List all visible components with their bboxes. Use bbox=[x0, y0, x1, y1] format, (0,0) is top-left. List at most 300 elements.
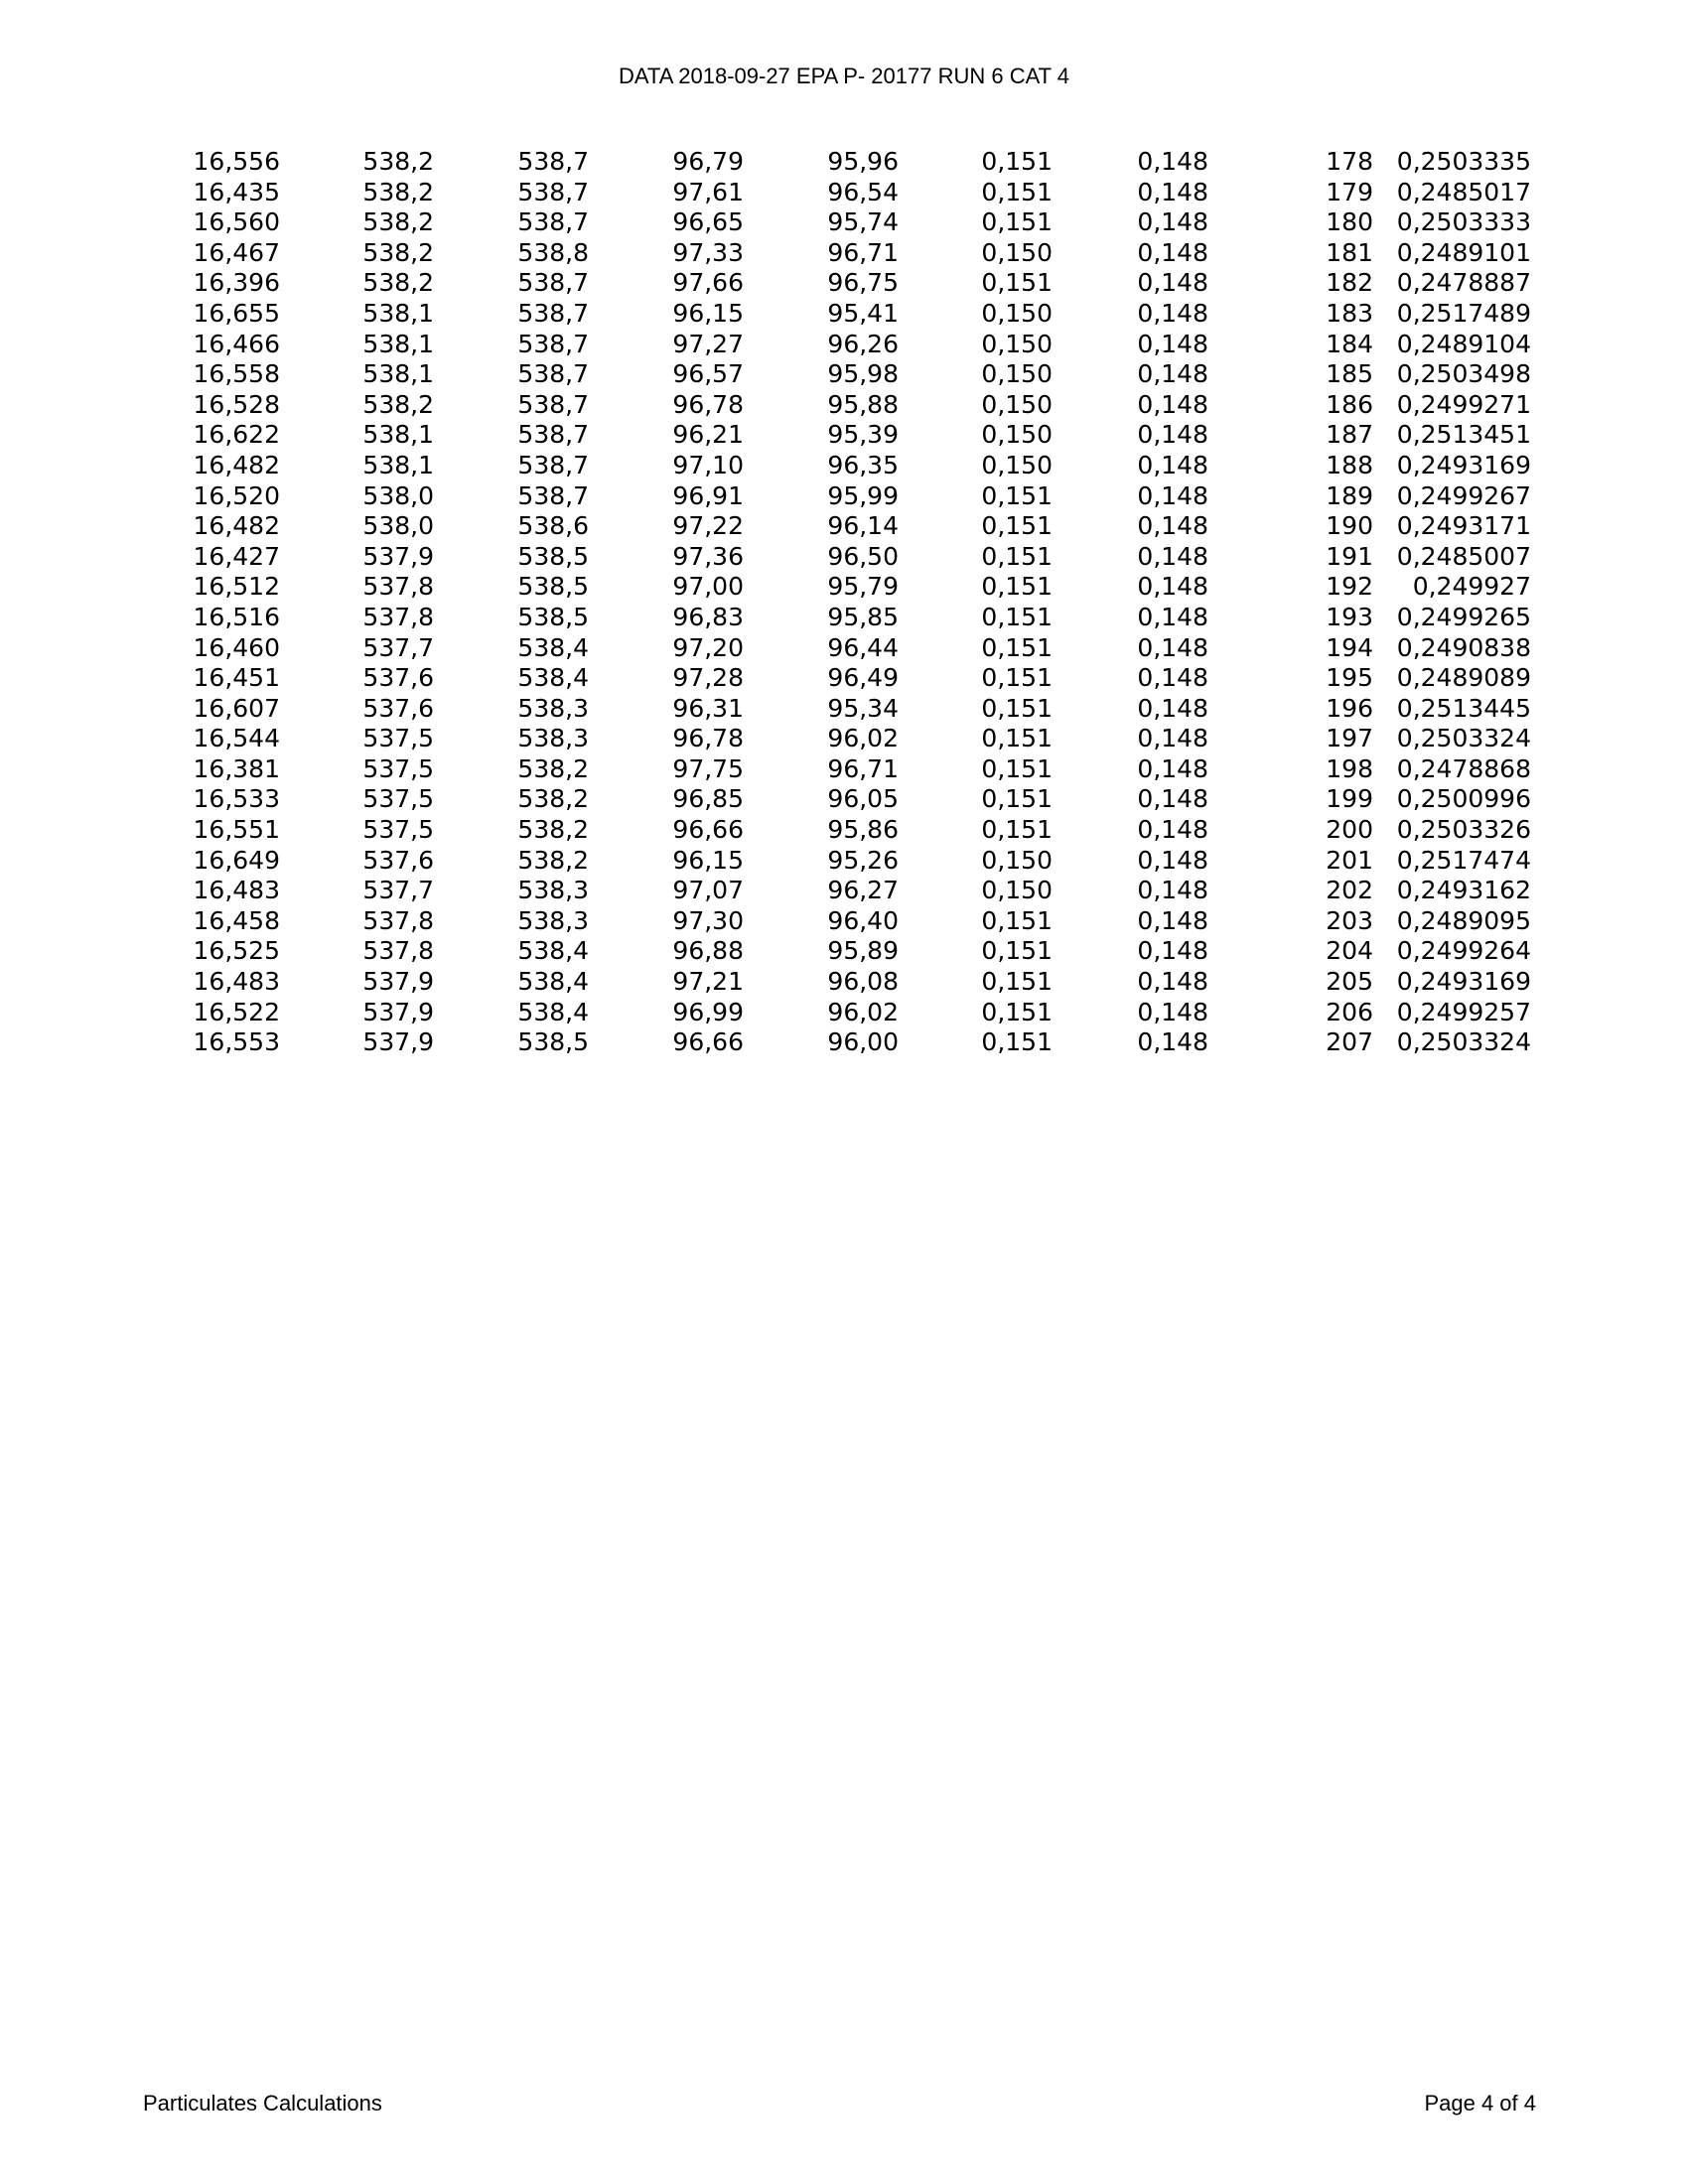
table-cell: 0,151 bbox=[981, 572, 1053, 602]
table-cell: 16,466 bbox=[193, 329, 280, 358]
table-cell: 195 bbox=[1326, 663, 1373, 693]
table-cell: 0,150 bbox=[981, 845, 1053, 875]
table-cell: 0,148 bbox=[1137, 997, 1208, 1026]
table-cell: 0,150 bbox=[981, 298, 1053, 328]
table-cell: 538,5 bbox=[517, 1027, 589, 1057]
table-cell: 193 bbox=[1326, 602, 1373, 631]
table-cell: 16,482 bbox=[193, 450, 280, 479]
table-row bbox=[185, 967, 1531, 998]
table-cell: 0,151 bbox=[981, 936, 1053, 966]
table-row bbox=[185, 1027, 1531, 1058]
table-cell: 0,151 bbox=[981, 541, 1053, 571]
table-cell: 96,91 bbox=[672, 480, 744, 510]
table-cell: 97,33 bbox=[672, 237, 744, 267]
table-cell: 538,7 bbox=[517, 359, 589, 389]
table-cell: 537,9 bbox=[362, 967, 434, 997]
table-cell: 16,556 bbox=[193, 147, 280, 176]
table-cell: 179 bbox=[1326, 177, 1373, 206]
table-row bbox=[185, 481, 1531, 512]
table-cell: 538,2 bbox=[362, 177, 434, 206]
table-cell: 538,0 bbox=[362, 511, 434, 541]
table-cell: 0,2499264 bbox=[1396, 936, 1531, 966]
table-cell: 202 bbox=[1326, 876, 1373, 905]
table-cell: 183 bbox=[1326, 298, 1373, 328]
table-row bbox=[185, 511, 1531, 542]
table-cell: 0,148 bbox=[1137, 147, 1208, 176]
table-cell: 95,74 bbox=[827, 207, 899, 237]
table-row bbox=[185, 451, 1531, 481]
table-cell: 0,148 bbox=[1137, 207, 1208, 237]
table-cell: 0,2503498 bbox=[1396, 359, 1531, 389]
table-row bbox=[185, 998, 1531, 1028]
table-cell: 16,483 bbox=[193, 876, 280, 905]
table-cell: 96,71 bbox=[827, 237, 899, 267]
table-cell: 0,2490838 bbox=[1396, 632, 1531, 662]
table-cell: 16,467 bbox=[193, 237, 280, 267]
table-cell: 188 bbox=[1326, 450, 1373, 479]
table-cell: 97,75 bbox=[672, 753, 744, 783]
table-cell: 0,148 bbox=[1137, 450, 1208, 479]
table-cell: 0,150 bbox=[981, 876, 1053, 905]
table-cell: 0,150 bbox=[981, 450, 1053, 479]
table-cell: 95,26 bbox=[827, 845, 899, 875]
table-row bbox=[185, 754, 1531, 785]
table-cell: 95,79 bbox=[827, 572, 899, 602]
table-cell: 538,1 bbox=[362, 420, 434, 450]
table-row bbox=[185, 147, 1531, 178]
table-cell: 97,36 bbox=[672, 541, 744, 571]
table-cell: 207 bbox=[1326, 1027, 1373, 1057]
table-cell: 96,14 bbox=[827, 511, 899, 541]
table-cell: 96,40 bbox=[827, 905, 899, 935]
table-cell: 97,00 bbox=[672, 572, 744, 602]
table-cell: 538,8 bbox=[517, 237, 589, 267]
table-cell: 96,54 bbox=[827, 177, 899, 206]
table-cell: 0,151 bbox=[981, 663, 1053, 693]
table-cell: 16,533 bbox=[193, 784, 280, 814]
table-cell: 96,85 bbox=[672, 784, 744, 814]
table-cell: 537,8 bbox=[362, 572, 434, 602]
table-cell: 537,8 bbox=[362, 936, 434, 966]
table-cell: 97,30 bbox=[672, 905, 744, 935]
table-cell: 0,249927 bbox=[1412, 572, 1531, 602]
table-cell: 96,65 bbox=[672, 207, 744, 237]
table-cell: 538,5 bbox=[517, 572, 589, 602]
table-cell: 97,61 bbox=[672, 177, 744, 206]
table-cell: 16,522 bbox=[193, 997, 280, 1026]
table-cell: 97,66 bbox=[672, 268, 744, 298]
table-cell: 0,151 bbox=[981, 815, 1053, 845]
table-cell: 0,2503324 bbox=[1396, 724, 1531, 753]
table-cell: 0,148 bbox=[1137, 177, 1208, 206]
table-cell: 97,22 bbox=[672, 511, 744, 541]
table-cell: 0,148 bbox=[1137, 1027, 1208, 1057]
table-cell: 97,07 bbox=[672, 876, 744, 905]
table-cell: 538,3 bbox=[517, 724, 589, 753]
table-cell: 96,15 bbox=[672, 298, 744, 328]
table-cell: 96,21 bbox=[672, 420, 744, 450]
table-cell: 0,151 bbox=[981, 724, 1053, 753]
table-cell: 537,7 bbox=[362, 876, 434, 905]
table-cell: 537,5 bbox=[362, 724, 434, 753]
table-cell: 199 bbox=[1326, 784, 1373, 814]
table-cell: 0,2493162 bbox=[1396, 876, 1531, 905]
table-cell: 96,08 bbox=[827, 967, 899, 997]
table-cell: 538,4 bbox=[517, 663, 589, 693]
table-cell: 96,26 bbox=[827, 329, 899, 358]
table-cell: 96,66 bbox=[672, 815, 744, 845]
table-cell: 97,28 bbox=[672, 663, 744, 693]
table-cell: 95,39 bbox=[827, 420, 899, 450]
table-cell: 0,151 bbox=[981, 177, 1053, 206]
table-row bbox=[185, 663, 1531, 694]
table-cell: 538,7 bbox=[517, 480, 589, 510]
table-cell: 0,148 bbox=[1137, 480, 1208, 510]
table-cell: 191 bbox=[1326, 541, 1373, 571]
table-cell: 95,89 bbox=[827, 936, 899, 966]
table-cell: 96,31 bbox=[672, 693, 744, 723]
table-cell: 96,00 bbox=[827, 1027, 899, 1057]
table-cell: 95,34 bbox=[827, 693, 899, 723]
table-cell: 96,27 bbox=[827, 876, 899, 905]
table-cell: 0,148 bbox=[1137, 967, 1208, 997]
table-cell: 0,151 bbox=[981, 207, 1053, 237]
table-cell: 96,66 bbox=[672, 1027, 744, 1057]
table-row bbox=[185, 724, 1531, 754]
table-cell: 16,553 bbox=[193, 1027, 280, 1057]
table-cell: 0,148 bbox=[1137, 784, 1208, 814]
page-header-title: DATA 2018-09-27 EPA P- 20177 RUN 6 CAT 4 bbox=[618, 64, 1070, 88]
table-cell: 0,2500996 bbox=[1396, 784, 1531, 814]
table-cell: 0,148 bbox=[1137, 237, 1208, 267]
table-cell: 0,151 bbox=[981, 905, 1053, 935]
table-cell: 0,2493169 bbox=[1396, 967, 1531, 997]
table-cell: 0,150 bbox=[981, 329, 1053, 358]
table-cell: 192 bbox=[1326, 572, 1373, 602]
table-cell: 0,151 bbox=[981, 967, 1053, 997]
table-cell: 180 bbox=[1326, 207, 1373, 237]
table-row bbox=[185, 694, 1531, 725]
table-cell: 0,2503335 bbox=[1396, 147, 1531, 176]
table-cell: 16,551 bbox=[193, 815, 280, 845]
table-cell: 96,15 bbox=[672, 845, 744, 875]
table-cell: 97,27 bbox=[672, 329, 744, 358]
table-cell: 538,6 bbox=[517, 511, 589, 541]
table-row bbox=[185, 359, 1531, 390]
table-cell: 0,2499271 bbox=[1396, 389, 1531, 419]
table-cell: 196 bbox=[1326, 693, 1373, 723]
table-cell: 96,78 bbox=[672, 389, 744, 419]
table-cell: 16,520 bbox=[193, 480, 280, 510]
table-cell: 0,151 bbox=[981, 997, 1053, 1026]
table-cell: 0,2489089 bbox=[1396, 663, 1531, 693]
table-cell: 538,4 bbox=[517, 967, 589, 997]
table-cell: 182 bbox=[1326, 268, 1373, 298]
table-cell: 97,21 bbox=[672, 967, 744, 997]
table-cell: 95,86 bbox=[827, 815, 899, 845]
table-cell: 538,7 bbox=[517, 147, 589, 176]
table-cell: 538,2 bbox=[362, 268, 434, 298]
table-cell: 0,2503333 bbox=[1396, 207, 1531, 237]
table-row bbox=[185, 390, 1531, 421]
table-cell: 0,148 bbox=[1137, 724, 1208, 753]
table-cell: 538,4 bbox=[517, 997, 589, 1026]
table-cell: 0,2493169 bbox=[1396, 450, 1531, 479]
table-row bbox=[185, 178, 1531, 208]
table-cell: 0,148 bbox=[1137, 389, 1208, 419]
table-row bbox=[185, 542, 1531, 573]
table-cell: 0,150 bbox=[981, 420, 1053, 450]
table-cell: 16,655 bbox=[193, 298, 280, 328]
table-cell: 16,427 bbox=[193, 541, 280, 571]
table-cell: 537,9 bbox=[362, 541, 434, 571]
table-cell: 538,7 bbox=[517, 268, 589, 298]
table-cell: 538,7 bbox=[517, 298, 589, 328]
table-cell: 0,151 bbox=[981, 268, 1053, 298]
table-cell: 538,5 bbox=[517, 541, 589, 571]
table-row bbox=[185, 268, 1531, 299]
table-cell: 205 bbox=[1326, 967, 1373, 997]
table-cell: 0,151 bbox=[981, 511, 1053, 541]
table-row bbox=[185, 330, 1531, 360]
table-cell: 0,2478887 bbox=[1396, 268, 1531, 298]
table-cell: 538,2 bbox=[362, 147, 434, 176]
table-cell: 16,560 bbox=[193, 207, 280, 237]
table-cell: 0,148 bbox=[1137, 693, 1208, 723]
table-cell: 0,151 bbox=[981, 147, 1053, 176]
table-cell: 0,151 bbox=[981, 602, 1053, 631]
table-cell: 96,78 bbox=[672, 724, 744, 753]
table-cell: 206 bbox=[1326, 997, 1373, 1026]
table-cell: 0,148 bbox=[1137, 905, 1208, 935]
table-cell: 538,2 bbox=[362, 237, 434, 267]
table-cell: 198 bbox=[1326, 753, 1373, 783]
table-cell: 538,0 bbox=[362, 480, 434, 510]
table-cell: 538,3 bbox=[517, 905, 589, 935]
table-row bbox=[185, 876, 1531, 906]
table-cell: 16,607 bbox=[193, 693, 280, 723]
table-cell: 96,88 bbox=[672, 936, 744, 966]
table-cell: 178 bbox=[1326, 147, 1373, 176]
table-cell: 16,649 bbox=[193, 845, 280, 875]
table-cell: 0,150 bbox=[981, 237, 1053, 267]
table-cell: 0,2513451 bbox=[1396, 420, 1531, 450]
table-row bbox=[185, 784, 1531, 815]
table-cell: 96,02 bbox=[827, 724, 899, 753]
table-cell: 197 bbox=[1326, 724, 1373, 753]
table-cell: 95,41 bbox=[827, 298, 899, 328]
table-cell: 0,2489104 bbox=[1396, 329, 1531, 358]
table-cell: 538,2 bbox=[362, 389, 434, 419]
table-cell: 96,71 bbox=[827, 753, 899, 783]
table-cell: 0,148 bbox=[1137, 663, 1208, 693]
table-cell: 0,148 bbox=[1137, 268, 1208, 298]
table-cell: 0,148 bbox=[1137, 329, 1208, 358]
table-cell: 0,2513445 bbox=[1396, 693, 1531, 723]
table-cell: 200 bbox=[1326, 815, 1373, 845]
table-row bbox=[185, 420, 1531, 451]
table-row bbox=[185, 238, 1531, 269]
table-cell: 537,5 bbox=[362, 753, 434, 783]
table-cell: 0,148 bbox=[1137, 359, 1208, 389]
table-cell: 0,2503324 bbox=[1396, 1027, 1531, 1057]
table-cell: 96,57 bbox=[672, 359, 744, 389]
table-cell: 16,458 bbox=[193, 905, 280, 935]
table-cell: 189 bbox=[1326, 480, 1373, 510]
table-cell: 16,483 bbox=[193, 967, 280, 997]
table-cell: 0,2493171 bbox=[1396, 511, 1531, 541]
table-cell: 95,88 bbox=[827, 389, 899, 419]
table-row bbox=[185, 846, 1531, 877]
table-cell: 203 bbox=[1326, 905, 1373, 935]
table-cell: 0,148 bbox=[1137, 541, 1208, 571]
table-cell: 0,2499267 bbox=[1396, 480, 1531, 510]
table-cell: 0,2503326 bbox=[1396, 815, 1531, 845]
table-cell: 0,148 bbox=[1137, 572, 1208, 602]
table-cell: 0,151 bbox=[981, 753, 1053, 783]
table-cell: 538,2 bbox=[517, 845, 589, 875]
table-cell: 96,05 bbox=[827, 784, 899, 814]
table-row bbox=[185, 633, 1531, 664]
table-cell: 16,396 bbox=[193, 268, 280, 298]
table-cell: 537,8 bbox=[362, 602, 434, 631]
table-cell: 0,148 bbox=[1137, 876, 1208, 905]
table-row bbox=[185, 936, 1531, 967]
table-cell: 16,622 bbox=[193, 420, 280, 450]
table-cell: 97,20 bbox=[672, 632, 744, 662]
table-cell: 16,516 bbox=[193, 602, 280, 631]
table-cell: 538,4 bbox=[517, 936, 589, 966]
data-table-body bbox=[185, 147, 1531, 1058]
table-cell: 0,2499265 bbox=[1396, 602, 1531, 631]
table-cell: 181 bbox=[1326, 237, 1373, 267]
table-cell: 0,151 bbox=[981, 693, 1053, 723]
table-cell: 186 bbox=[1326, 389, 1373, 419]
table-cell: 96,50 bbox=[827, 541, 899, 571]
table-cell: 538,2 bbox=[362, 207, 434, 237]
table-cell: 96,35 bbox=[827, 450, 899, 479]
table-cell: 185 bbox=[1326, 359, 1373, 389]
table-cell: 537,9 bbox=[362, 997, 434, 1026]
table-cell: 538,7 bbox=[517, 177, 589, 206]
table-cell: 537,5 bbox=[362, 815, 434, 845]
table-cell: 96,02 bbox=[827, 997, 899, 1026]
table-cell: 96,99 bbox=[672, 997, 744, 1026]
table-cell: 538,7 bbox=[517, 207, 589, 237]
table-cell: 0,151 bbox=[981, 480, 1053, 510]
table-cell: 538,7 bbox=[517, 450, 589, 479]
table-row bbox=[185, 603, 1531, 633]
table-cell: 95,99 bbox=[827, 480, 899, 510]
table-cell: 95,85 bbox=[827, 602, 899, 631]
footer-page-number: Page 4 of 4 bbox=[1424, 2091, 1536, 2116]
table-cell: 0,2489101 bbox=[1396, 237, 1531, 267]
table-cell: 16,558 bbox=[193, 359, 280, 389]
table-cell: 0,148 bbox=[1137, 815, 1208, 845]
table-cell: 201 bbox=[1326, 845, 1373, 875]
table-cell: 0,148 bbox=[1137, 753, 1208, 783]
table-row bbox=[185, 815, 1531, 846]
table-cell: 0,151 bbox=[981, 632, 1053, 662]
table-cell: 538,4 bbox=[517, 632, 589, 662]
table-row bbox=[185, 572, 1531, 603]
table-cell: 16,528 bbox=[193, 389, 280, 419]
table-cell: 0,2478868 bbox=[1396, 753, 1531, 783]
table-cell: 537,7 bbox=[362, 632, 434, 662]
data-table bbox=[185, 147, 1531, 1058]
table-cell: 96,75 bbox=[827, 268, 899, 298]
table-row bbox=[185, 207, 1531, 238]
table-cell: 538,2 bbox=[517, 815, 589, 845]
footer-document-title: Particulates Calculations bbox=[143, 2091, 382, 2116]
table-cell: 16,381 bbox=[193, 753, 280, 783]
table-cell: 0,148 bbox=[1137, 298, 1208, 328]
table-cell: 204 bbox=[1326, 936, 1373, 966]
table-cell: 184 bbox=[1326, 329, 1373, 358]
table-cell: 538,2 bbox=[517, 753, 589, 783]
table-cell: 538,1 bbox=[362, 450, 434, 479]
table-cell: 537,6 bbox=[362, 663, 434, 693]
table-cell: 0,148 bbox=[1137, 511, 1208, 541]
table-cell: 538,3 bbox=[517, 693, 589, 723]
table-cell: 0,2489095 bbox=[1396, 905, 1531, 935]
table-cell: 0,151 bbox=[981, 1027, 1053, 1057]
table-cell: 538,3 bbox=[517, 876, 589, 905]
table-cell: 0,2517474 bbox=[1396, 845, 1531, 875]
table-cell: 538,7 bbox=[517, 420, 589, 450]
table-cell: 16,482 bbox=[193, 511, 280, 541]
table-row bbox=[185, 299, 1531, 330]
table-cell: 96,49 bbox=[827, 663, 899, 693]
table-cell: 0,148 bbox=[1137, 936, 1208, 966]
table-cell: 97,10 bbox=[672, 450, 744, 479]
table-cell: 16,544 bbox=[193, 724, 280, 753]
table-cell: 16,512 bbox=[193, 572, 280, 602]
table-cell: 96,79 bbox=[672, 147, 744, 176]
table-cell: 190 bbox=[1326, 511, 1373, 541]
table-cell: 537,6 bbox=[362, 693, 434, 723]
table-cell: 538,1 bbox=[362, 329, 434, 358]
table-cell: 95,98 bbox=[827, 359, 899, 389]
table-cell: 537,8 bbox=[362, 905, 434, 935]
table-cell: 16,435 bbox=[193, 177, 280, 206]
table-cell: 0,148 bbox=[1137, 632, 1208, 662]
table-row bbox=[185, 906, 1531, 937]
table-cell: 0,2499257 bbox=[1396, 997, 1531, 1026]
table-cell: 0,2485017 bbox=[1396, 177, 1531, 206]
table-cell: 538,7 bbox=[517, 329, 589, 358]
table-cell: 538,2 bbox=[517, 784, 589, 814]
table-cell: 96,83 bbox=[672, 602, 744, 631]
table-cell: 95,96 bbox=[827, 147, 899, 176]
table-cell: 194 bbox=[1326, 632, 1373, 662]
table-cell: 0,151 bbox=[981, 784, 1053, 814]
table-cell: 538,7 bbox=[517, 389, 589, 419]
table-cell: 0,150 bbox=[981, 359, 1053, 389]
table-cell: 537,6 bbox=[362, 845, 434, 875]
table-cell: 16,460 bbox=[193, 632, 280, 662]
table-cell: 0,148 bbox=[1137, 420, 1208, 450]
table-cell: 16,451 bbox=[193, 663, 280, 693]
table-cell: 537,9 bbox=[362, 1027, 434, 1057]
table-cell: 537,5 bbox=[362, 784, 434, 814]
table-cell: 0,150 bbox=[981, 389, 1053, 419]
table-cell: 0,148 bbox=[1137, 602, 1208, 631]
table-cell: 0,2485007 bbox=[1396, 541, 1531, 571]
table-cell: 187 bbox=[1326, 420, 1373, 450]
table-cell: 0,148 bbox=[1137, 845, 1208, 875]
table-cell: 16,525 bbox=[193, 936, 280, 966]
